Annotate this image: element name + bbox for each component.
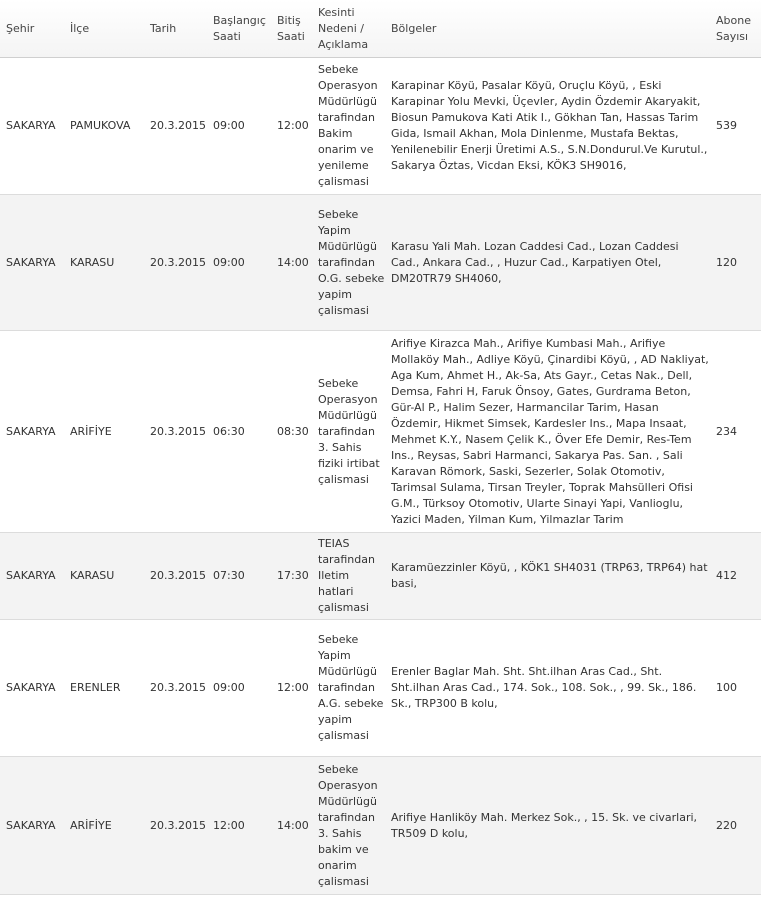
cell-subscribers: 220 (710, 757, 761, 895)
cell-date: 20.3.2015 (144, 757, 207, 895)
cell-areas: Arifiye Hanliköy Mah. Merkez Sok., , 15. Sk. ve civarlari, TR509 D kolu, (385, 757, 710, 895)
cell-reason: TEIAS tarafindan Iletim hatlari çalismasi (312, 533, 385, 620)
cell-areas: Karasu Yali Mah. Lozan Caddesi Cad., Lozan Caddesi Cad., Ankara Cad., , Huzur Cad., Karpatiyen Otel, DM20TR79 SH4060, (385, 195, 710, 331)
cell-date: 20.3.2015 (144, 58, 207, 195)
header-reason: Kesinti Nedeni / Açıklama (312, 0, 385, 58)
cell-subscribers: 120 (710, 195, 761, 331)
header-city: Şehir (0, 0, 64, 58)
table-row (0, 620, 761, 757)
cell-reason: Sebeke Yapim Müdürlügü tarafindan A.G. sebeke yapim çalismasi (312, 620, 385, 757)
cell-city: SAKARYA (0, 620, 64, 757)
cell-district: ARİFİYE (64, 331, 144, 533)
cell-end: 14:00 (271, 195, 312, 331)
cell-areas: Karamüezzinler Köyü, , KÖK1 SH4031 (TRP63, TRP64) hat basi, (385, 533, 710, 620)
header-date: Tarih (144, 0, 207, 58)
cell-city: SAKARYA (0, 58, 64, 195)
cell-start: 12:00 (207, 757, 271, 895)
cell-city: SAKARYA (0, 331, 64, 533)
cell-areas: Karapinar Köyü, Pasalar Köyü, Oruçlu Köyü, , Eski Karapinar Yolu Mevki, Üçevler, Aydin Özdemir Akaryakit, Biosun Pamukova Kati Atik I., Gökhan Tan, Hassas Tarim Gida, Ismail Akhan, Mola Dinlenme, Mustafa Bektas, Yenilenebilir Enerji Üretimi A.S., S.N.Dondurul.Ve Kurutul., Sakarya Öztas, Vicdan Eksi, KÖK3 SH9016, (385, 58, 710, 195)
cell-start: 09:00 (207, 620, 271, 757)
table-row (0, 533, 761, 620)
table-row (0, 195, 761, 331)
cell-city: SAKARYA (0, 533, 64, 620)
cell-date: 20.3.2015 (144, 331, 207, 533)
cell-start: 09:00 (207, 58, 271, 195)
header-district: İlçe (64, 0, 144, 58)
cell-district: PAMUKOVA (64, 58, 144, 195)
cell-end: 12:00 (271, 620, 312, 757)
cell-date: 20.3.2015 (144, 533, 207, 620)
cell-reason: Sebeke Operasyon Müdürlügü tarafindan 3. Sahis bakim ve onarim çalismasi (312, 757, 385, 895)
header-subscribers: Abone Sayısı (710, 0, 761, 58)
cell-areas: Arifiye Kirazca Mah., Arifiye Kumbasi Mah., Arifiye Mollaköy Mah., Adliye Köyü, Çinardibi Köyü, , AD Nakliyat, Aga Kum, Ahmet H., Ak-Sa, Ats Gayr., Cetas Nak., Dell, Demsa, Fahri H, Faruk Önsoy, Gates, Gurdrama Beton, Gür-Al P., Halim Sezer, Harmancilar Tarim, Hasan Özdemir, Hikmet Simsek, Kardesler Ins., Mapa Insaat, Mehmet K.Y., Nasem Çelik K., Över Efe Demir, Res-Tem Ins., Reysas, Sabri Harmanci, Sakarya Pas. San. , Sali Karavan Römork, Saski, Sezerler, Solak Otomotiv, Tarimsal Sulama, Tirsan Treyler, Toprak Mahsülleri Ofisi G.M., Türksoy Otomotiv, Ularte Sinayi Yapi, Vanlioglu, Yazici Maden, Yilman Kum, Yilmazlar Tarim (385, 331, 710, 533)
cell-subscribers: 412 (710, 533, 761, 620)
cell-reason: Sebeke Operasyon Müdürlügü tarafindan 3. Sahis fiziki irtibat çalismasi (312, 331, 385, 533)
cell-end: 08:30 (271, 331, 312, 533)
table-row (0, 331, 761, 533)
cell-start: 09:00 (207, 195, 271, 331)
header-end-time: Bitiş Saati (271, 0, 312, 58)
cell-district: KARASU (64, 533, 144, 620)
cell-city: SAKARYA (0, 757, 64, 895)
table-row (0, 58, 761, 195)
cell-end: 17:30 (271, 533, 312, 620)
header-areas: Bölgeler (385, 0, 710, 58)
cell-start: 07:30 (207, 533, 271, 620)
cell-subscribers: 100 (710, 620, 761, 757)
cell-end: 14:00 (271, 757, 312, 895)
cell-areas: Erenler Baglar Mah. Sht. Sht.ilhan Aras Cad., Sht. Sht.ilhan Aras Cad., 174. Sok., 108. Sok., , 99. Sk., 186. Sk., TRP300 B kolu, (385, 620, 710, 757)
cell-start: 06:30 (207, 331, 271, 533)
table-header-row (0, 0, 761, 58)
cell-subscribers: 539 (710, 58, 761, 195)
cell-district: KARASU (64, 195, 144, 331)
table-row (0, 757, 761, 895)
cell-subscribers: 234 (710, 331, 761, 533)
cell-district: ERENLER (64, 620, 144, 757)
cell-end: 12:00 (271, 58, 312, 195)
cell-district: ARİFİYE (64, 757, 144, 895)
cell-city: SAKARYA (0, 195, 64, 331)
header-start-time: Başlangıç Saati (207, 0, 271, 58)
cell-reason: Sebeke Yapim Müdürlügü tarafindan O.G. sebeke yapim çalismasi (312, 195, 385, 331)
cell-date: 20.3.2015 (144, 195, 207, 331)
cell-date: 20.3.2015 (144, 620, 207, 757)
cell-reason: Sebeke Operasyon Müdürlügü tarafindan Bakim onarim ve yenileme çalismasi (312, 58, 385, 195)
